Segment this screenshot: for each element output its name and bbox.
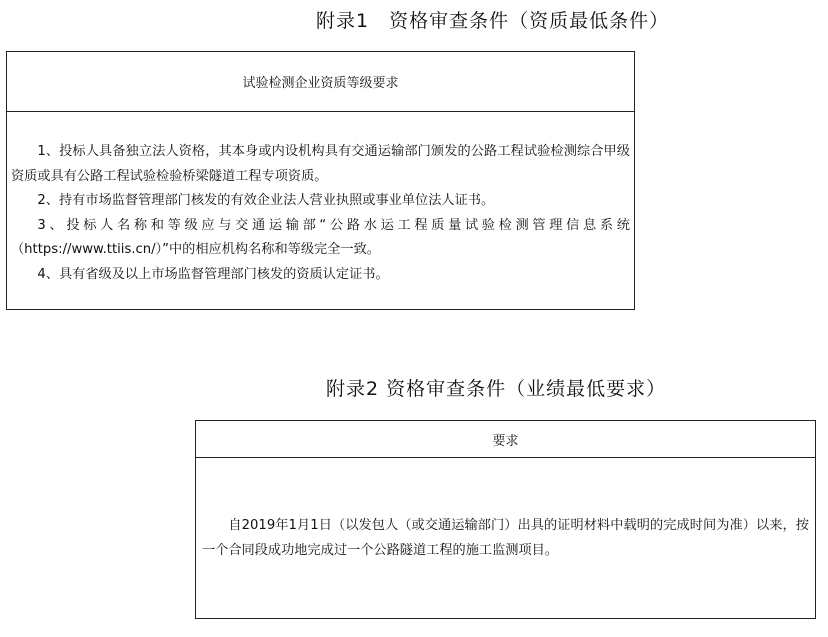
performance-table-body bbox=[196, 514, 815, 563]
qualification-table-header: 试验检测企业资质等级要求 bbox=[7, 52, 634, 112]
performance-requirement: 自2019年1月1日（以发包人（或交通运输部门）出具的证明材料中载明的完成时间为准）以来，按一个合同段成功地完成过一个公路隧道工程的施工监测项目。 bbox=[202, 518, 809, 558]
performance-table-header: 要求 bbox=[196, 421, 815, 458]
appendix1-title: 附录1 资格审查条件（资质最低条件） bbox=[316, 10, 670, 32]
qualification-table bbox=[6, 51, 635, 310]
qualification-item-1: 1、投标人具备独立法人资格，其本身或内设机构具有交通运输部门颁发的公路工程试验检测综合甲级资质或具有公路工程试验检验桥梁隧道工程专项资质。 bbox=[11, 144, 630, 184]
qualification-table-body bbox=[7, 140, 634, 287]
appendix2-title: 附录2 资格审查条件（业绩最低要求） bbox=[326, 378, 667, 400]
qualification-item-4: 4、具有省级及以上市场监督管理部门核发的资质认定证书。 bbox=[37, 266, 389, 282]
qualification-item-2: 2、持有市场监督管理部门核发的有效企业法人营业执照或事业单位法人证书。 bbox=[37, 193, 495, 208]
qualification-item-3: 3、投标人名称和等级应与交通运输部“公路水运工程质量试验检测管理信息系统（https://www.ttiis.cn/）”中的相应机构名称和等级完全一致。 bbox=[11, 217, 630, 257]
performance-table bbox=[195, 420, 816, 619]
